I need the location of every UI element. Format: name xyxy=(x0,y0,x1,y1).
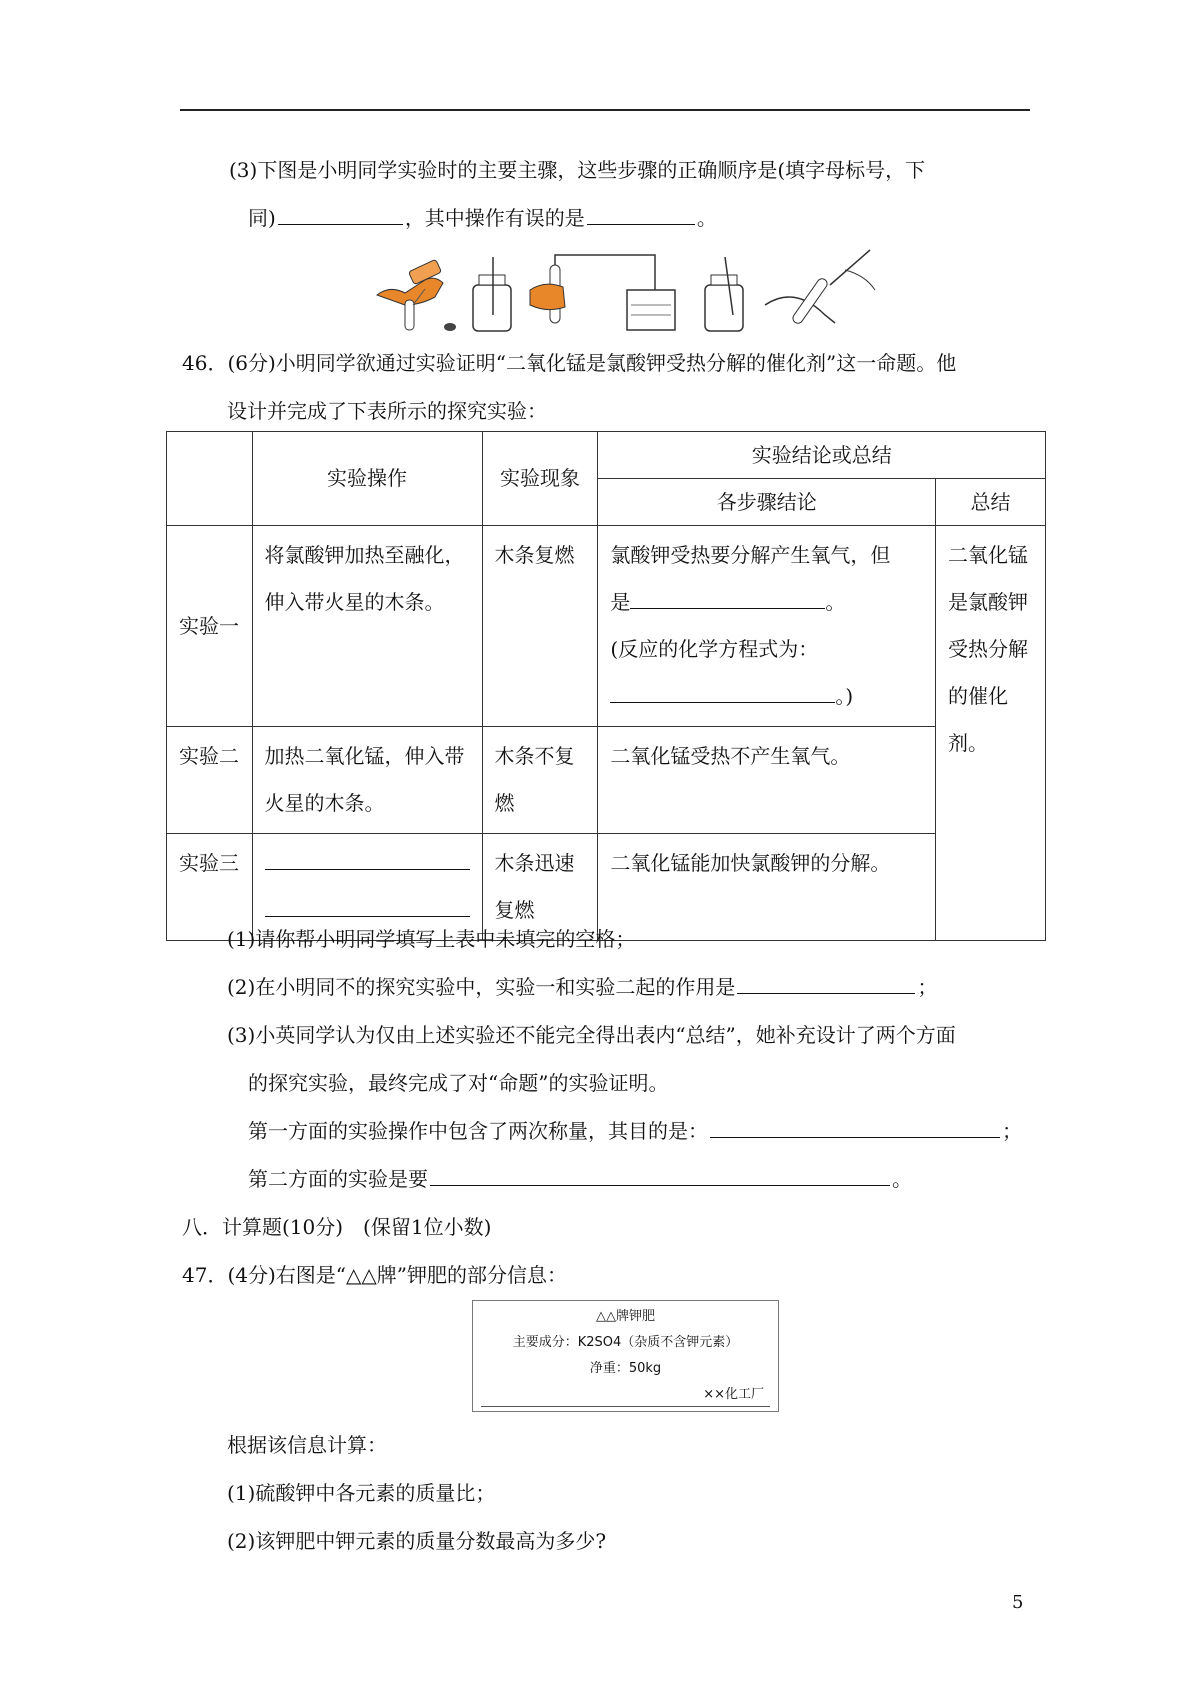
label-maker: ××化工厂 xyxy=(703,1387,764,1402)
conclusion-text: 氯酸钾受热要分解产生氧气，但 xyxy=(610,543,891,567)
q46-sub3-end: 。 xyxy=(892,1167,912,1191)
header-step-conclusion: 各步骤结论 xyxy=(598,479,936,526)
operation-blank-line xyxy=(265,840,470,887)
phenomenon-cell xyxy=(482,727,598,834)
q46-sub2-end: ； xyxy=(917,975,938,999)
phenomenon-text: 木条迅速 xyxy=(494,851,575,875)
conclusion-cell xyxy=(598,526,936,727)
weighing-purpose-blank[interactable] xyxy=(710,1117,1000,1138)
conclusion-text: 二氧化锰受热不产生氧气。 xyxy=(610,744,851,768)
row-name: 实验三 xyxy=(167,834,253,941)
section-8-heading: 八．计算题(10分) (保留1位小数) xyxy=(182,1215,492,1239)
operation-text: 加热二氧化锰，伸入带 xyxy=(264,744,465,768)
summary-cell xyxy=(936,526,1046,941)
second-aspect-blank[interactable] xyxy=(430,1165,890,1186)
heating-apparatus-icon xyxy=(530,255,675,330)
q46-sub3-line3 xyxy=(248,1117,1022,1145)
experiment-steps-figure xyxy=(365,245,885,335)
phenomenon-text: 木条不复 xyxy=(494,744,575,768)
table-row xyxy=(167,727,1046,834)
experiment-table xyxy=(166,431,1046,941)
summary-text: 的催化 xyxy=(948,684,1009,708)
header-summary: 总结 xyxy=(936,479,1046,526)
q46-intro-line2: 设计并完成了下表所示的探究实验： xyxy=(227,399,547,423)
q47-sub2: (2)该钾肥中钾元素的质量分数最高为多少? xyxy=(227,1529,607,1553)
phenomenon-text: 木条复燃 xyxy=(494,543,575,567)
equation-answer-blank[interactable] xyxy=(610,680,835,703)
conclusion-text: 是 xyxy=(610,590,631,614)
row-name: 实验二 xyxy=(167,727,253,834)
q46-sub3-line4 xyxy=(248,1165,912,1193)
equation-blank-line xyxy=(610,673,923,720)
q47-calc: 根据该信息计算： xyxy=(227,1433,387,1457)
conclusion-blank-line xyxy=(610,579,923,626)
operation-cell xyxy=(252,526,482,727)
order-answer-blank[interactable] xyxy=(278,204,403,225)
header-conclusion: 实验结论或总结 xyxy=(598,432,1046,479)
q45-3-line2 xyxy=(248,204,717,232)
row-name: 实验一 xyxy=(167,526,253,727)
phenomenon-text: 燃 xyxy=(494,791,515,815)
table-row xyxy=(167,526,1046,727)
error-answer-blank[interactable] xyxy=(587,204,695,225)
q47-intro: 47．(4分)右图是“△△牌”钾肥的部分信息： xyxy=(182,1263,567,1287)
q45-3-end: 。 xyxy=(696,206,717,230)
page-number: 5 xyxy=(1012,1592,1024,1613)
q46-intro-line1: 46．(6分)小明同学欲通过实验证明“二氧化锰是氯酸钾受热分解的催化剂”这一命题。他 xyxy=(182,351,957,375)
label-weight: 净重：50kg xyxy=(589,1361,662,1376)
conclusion-cell xyxy=(598,727,936,834)
operation-text: 将氯酸钾加热至融化， xyxy=(264,543,465,567)
q46-sub1: (1)请你帮小明同学填写上表中未填完的空格； xyxy=(227,927,636,951)
fertilizer-label xyxy=(472,1300,779,1412)
conclusion-text: (反应的化学方程式为： xyxy=(610,637,819,661)
q46-sub3-line2: 的探究实验，最终完成了对“命题”的实验证明。 xyxy=(248,1071,669,1095)
q46-sub2-text: (2)在小明同不的探究实验中，实验一和实验二起的作用是 xyxy=(227,975,736,999)
phenomenon-text: 复燃 xyxy=(494,898,535,922)
role-answer-blank[interactable] xyxy=(737,973,915,994)
q46-sub2 xyxy=(227,973,937,1001)
summary-text: 剂。 xyxy=(948,731,989,755)
q45-3-prefix: 同) xyxy=(248,206,276,230)
q47-sub1: (1)硫酸钾中各元素的质量比； xyxy=(227,1481,496,1505)
q46-sub3-end: ； xyxy=(1002,1119,1022,1143)
pour-reagent-icon xyxy=(377,259,456,331)
q45-3-line1: (3)下图是小明同学实验时的主要主骤，这些步骤的正确顺序是(填字母标号，下 xyxy=(229,158,926,182)
q46-sub3-text: 第二方面的实验是要 xyxy=(248,1167,428,1191)
label-ingredient: 主要成分：K2SO4（杂质不含钾元素） xyxy=(512,1335,739,1350)
operation-answer-blank[interactable] xyxy=(265,847,470,870)
header-operation: 实验操作 xyxy=(252,432,482,526)
header-phenomenon: 实验现象 xyxy=(482,432,598,526)
operation-answer-blank[interactable] xyxy=(265,894,470,917)
conclusion-text: 二氧化锰能加快氯酸钾的分解。 xyxy=(610,851,891,875)
summary-text: 二氧化锰 xyxy=(948,543,1029,567)
conclusion-text: 。 xyxy=(825,590,846,614)
q45-3-mid: ，其中操作有误的是 xyxy=(404,206,585,230)
summary-text: 是氯酸钾 xyxy=(948,590,1029,614)
conclusion-text: 。) xyxy=(835,684,854,708)
q46-sub3-line1: (3)小英同学认为仅由上述实验还不能完全得出表内“总结”，她补充设计了两个方面 xyxy=(227,1023,956,1047)
label-bottom-rule xyxy=(481,1406,770,1407)
test-tube-holder-icon xyxy=(765,250,875,325)
operation-cell xyxy=(252,727,482,834)
operation-text: 伸入带火星的木条。 xyxy=(264,590,445,614)
conclusion-answer-blank[interactable] xyxy=(630,586,825,609)
operation-text: 火星的木条。 xyxy=(264,791,385,815)
q46-sub3-text: 第一方面的实验操作中包含了两次称量，其目的是： xyxy=(248,1119,708,1143)
table-corner-cell xyxy=(167,432,253,526)
summary-text: 受热分解 xyxy=(948,637,1029,661)
label-title: △△牌钾肥 xyxy=(596,1309,655,1324)
conclusion-cell xyxy=(598,834,936,941)
gas-bottle-icon xyxy=(705,257,743,331)
header-rule xyxy=(180,109,1030,111)
gas-bottle-icon xyxy=(473,257,511,331)
phenomenon-cell xyxy=(482,526,598,727)
